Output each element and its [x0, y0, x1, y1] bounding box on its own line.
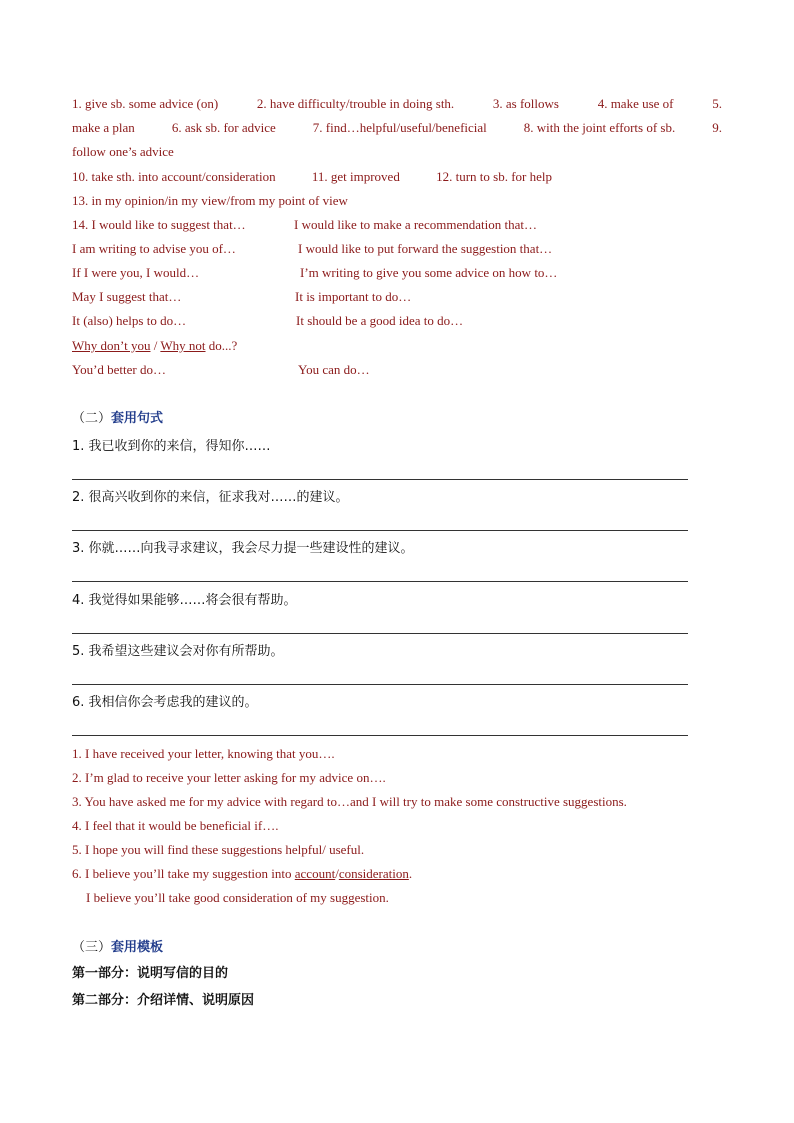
- answer-6-account: account: [294, 866, 336, 881]
- sentence-19: [72, 337, 237, 355]
- prompt-2: 2. 很高兴收到你的来信，征求我对……的建议。: [72, 490, 349, 505]
- sentence-18b: It should be a good idea to do…: [296, 313, 464, 328]
- phrase-9-text: follow one’s advice: [72, 144, 174, 159]
- template-part-2: 第二部分：介绍详情、说明原因: [72, 993, 255, 1008]
- phrase-row-1: [72, 95, 722, 113]
- answer-line-1: [72, 479, 688, 480]
- section-2-paren: （二）: [72, 411, 112, 426]
- prompt-4: 4. 我觉得如果能够……将会很有帮助。: [72, 593, 297, 608]
- template-part-1: 第一部分：说明写信的目的: [72, 966, 229, 981]
- phrase-row-4: [72, 168, 552, 186]
- answer-6-alt: I believe you’ll take good consideration of my suggestion.: [86, 890, 389, 905]
- phrase-5-number: 5.: [712, 96, 722, 111]
- answer-line-3: [72, 581, 688, 582]
- answer-5: 5. I hope you will find these suggestions helpful/ useful.: [72, 842, 365, 857]
- answer-2: 2. I’m glad to receive your letter asking for my advice on….: [72, 770, 386, 785]
- phrase-12: 12. turn to sb. for help: [436, 169, 552, 184]
- answer-6-consideration: consideration: [338, 866, 409, 881]
- sentence-16b: I’m writing to give you some advice on how to…: [300, 265, 558, 280]
- sentence-14b: I would like to make a recommendation that…: [294, 217, 537, 232]
- answer-6-slash: /: [335, 866, 339, 881]
- answer-line-5: [72, 684, 688, 685]
- answer-1: 1. I have received your letter, knowing that you….: [72, 746, 335, 761]
- phrase-6: 6. ask sb. for advice: [171, 120, 276, 135]
- prompt-6: 6. 我相信你会考虑我的建议的。: [72, 695, 258, 710]
- phrase-1: 1. give sb. some advice (on): [72, 96, 219, 111]
- section-2-title: 套用句式: [111, 411, 164, 426]
- sentence-18a: It (also) helps to do…: [72, 313, 187, 328]
- section-3-heading: [72, 939, 163, 957]
- phrase-4: 4. make use of: [597, 96, 674, 111]
- phrase-8: 8. with the joint efforts of sb.: [523, 120, 676, 135]
- why-dont-you-underlined: Why don’t you: [72, 338, 151, 353]
- section-3-paren: （三）: [72, 940, 112, 955]
- answer-4: 4. I feel that it would be beneficial if….: [72, 818, 279, 833]
- answer-6-text: 6. I believe you’ll take my suggestion into: [72, 866, 295, 881]
- sentence-20a: You’d better do…: [72, 362, 167, 377]
- sentence-20b: You can do…: [298, 362, 370, 377]
- phrase-7: 7. find…helpful/useful/beneficial: [312, 120, 487, 135]
- answer-line-6: [72, 735, 688, 736]
- sentence-15b: I would like to put forward the suggestion that…: [298, 241, 553, 256]
- phrase-5-text: make a plan: [72, 120, 135, 135]
- sentence-16a: If I were you, I would…: [72, 265, 200, 280]
- prompt-3: 3. 你就……向我寻求建议，我会尽力提一些建设性的建议。: [72, 541, 414, 556]
- sentence-14a: 14. I would like to suggest that…: [72, 217, 246, 232]
- answer-6-period: .: [408, 866, 413, 881]
- phrase-row-2: [72, 119, 722, 137]
- answer-line-2: [72, 530, 688, 531]
- phrase-3: 3. as follows: [492, 96, 559, 111]
- answer-6: [72, 865, 412, 883]
- phrase-10: 10. take sth. into account/consideration: [72, 169, 276, 184]
- why-not-underlined: Why not: [160, 338, 206, 353]
- sentence-19-separator: /: [150, 338, 161, 353]
- sentence-19-end: do...?: [205, 338, 238, 353]
- answer-3: 3. You have asked me for my advice with regard to…and I will try to make some constructive suggestions.: [72, 794, 627, 809]
- answer-line-4: [72, 633, 688, 634]
- phrase-2: 2. have difficulty/trouble in doing sth.: [256, 96, 455, 111]
- phrase-11: 11. get improved: [311, 169, 400, 184]
- sentence-17b: It is important to do…: [295, 289, 412, 304]
- section-2-heading: [72, 410, 163, 428]
- phrase-9-number: 9.: [712, 120, 722, 135]
- phrase-13: 13. in my opinion/in my view/from my point of view: [72, 193, 348, 208]
- section-3-title: 套用模板: [111, 940, 164, 955]
- sentence-15a: I am writing to advise you of…: [72, 241, 236, 256]
- sentence-17a: May I suggest that…: [72, 289, 182, 304]
- prompt-1: 1. 我已收到你的来信，得知你……: [72, 439, 271, 454]
- prompt-5: 5. 我希望这些建议会对你有所帮助。: [72, 644, 284, 659]
